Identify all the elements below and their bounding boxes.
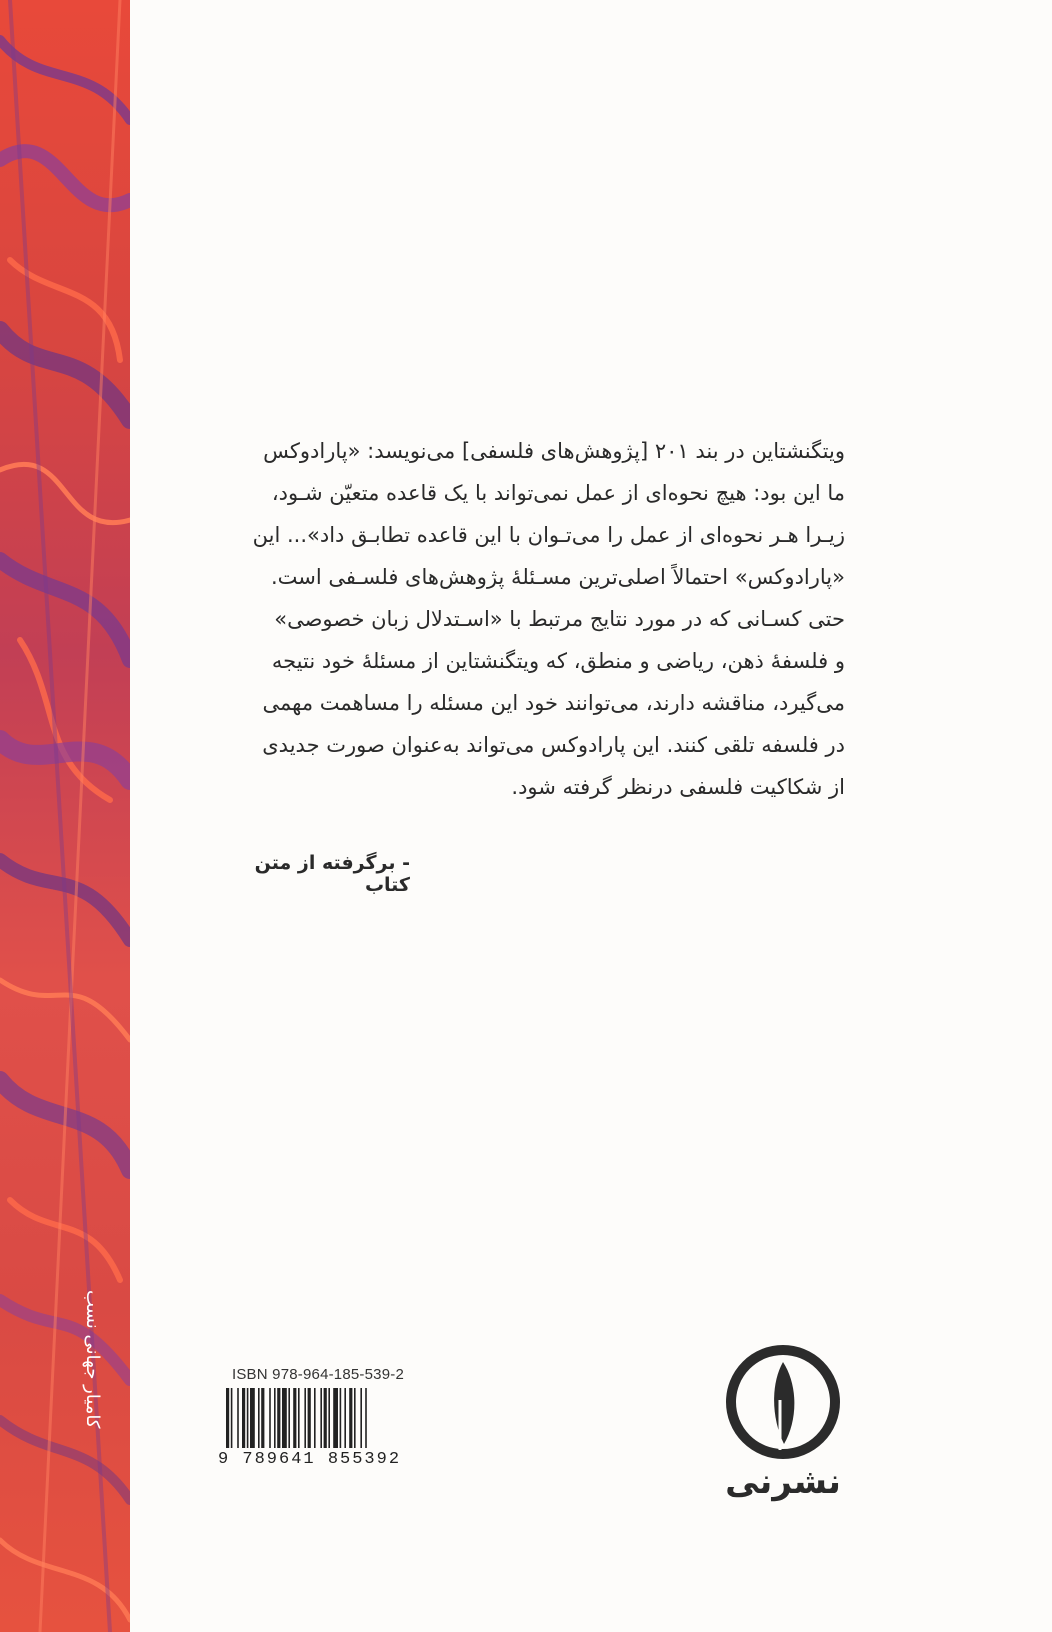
isbn-number: ISBN 978-964-185-539-2	[231, 1366, 404, 1383]
isbn-barcode	[218, 1366, 418, 1476]
blurb-line: و فلسفۀ ذهن، ریاضی و منطق، که ویتگنشتاین از مسئلۀ خود نتیجه	[271, 649, 845, 673]
cover-spine-artwork	[0, 0, 130, 1632]
barcode-icon	[226, 1388, 416, 1448]
back-cover-blurb	[205, 430, 845, 808]
blurb-line: ما این بود: هیچ نحوه‌ای از عمل نمی‌تواند با یک قاعده متعیّن شـود،	[271, 481, 845, 505]
blurb-line: حتی کسـانی که در مورد نتایج مرتبط با «اسـتدلال زبان خصوصی»	[274, 607, 845, 631]
blurb-line: زیـرا هـر نحوه‌ای از عمل را می‌تـوان با این قاعده تطابـق داد»... این	[252, 523, 845, 547]
abstract-pattern-icon	[0, 0, 130, 1632]
spine-caption: کامیار جهانی نسب	[82, 1290, 103, 1429]
blurb-line: در فلسفه تلقی کنند. این پارادوکس می‌تواند به‌عنوان صورت جدیدی	[262, 733, 845, 757]
blurb-line: «پارادوکس» احتمالاً اصلی‌ترین مسـئلۀ پژوهش‌های فلسـفی است.	[270, 565, 845, 589]
blurb-line: ویتگنشتاین در بند ۲۰۱ [پژوهش‌های فلسفی] می‌نویسد: «پارادوکس	[263, 439, 845, 463]
ean-digits: 9 789641 855392	[218, 1450, 402, 1469]
publisher-name: نشرنی	[725, 1462, 841, 1502]
blurb-line: از شکاکیت فلسفی درنظر گرفته شود.	[511, 775, 845, 799]
blurb-line: می‌گیرد، مناقشه دارند، می‌توانند خود این مسئله را مساهمت مهمی	[262, 691, 845, 715]
blurb-source: - برگرفته از متن کتاب	[254, 852, 410, 896]
